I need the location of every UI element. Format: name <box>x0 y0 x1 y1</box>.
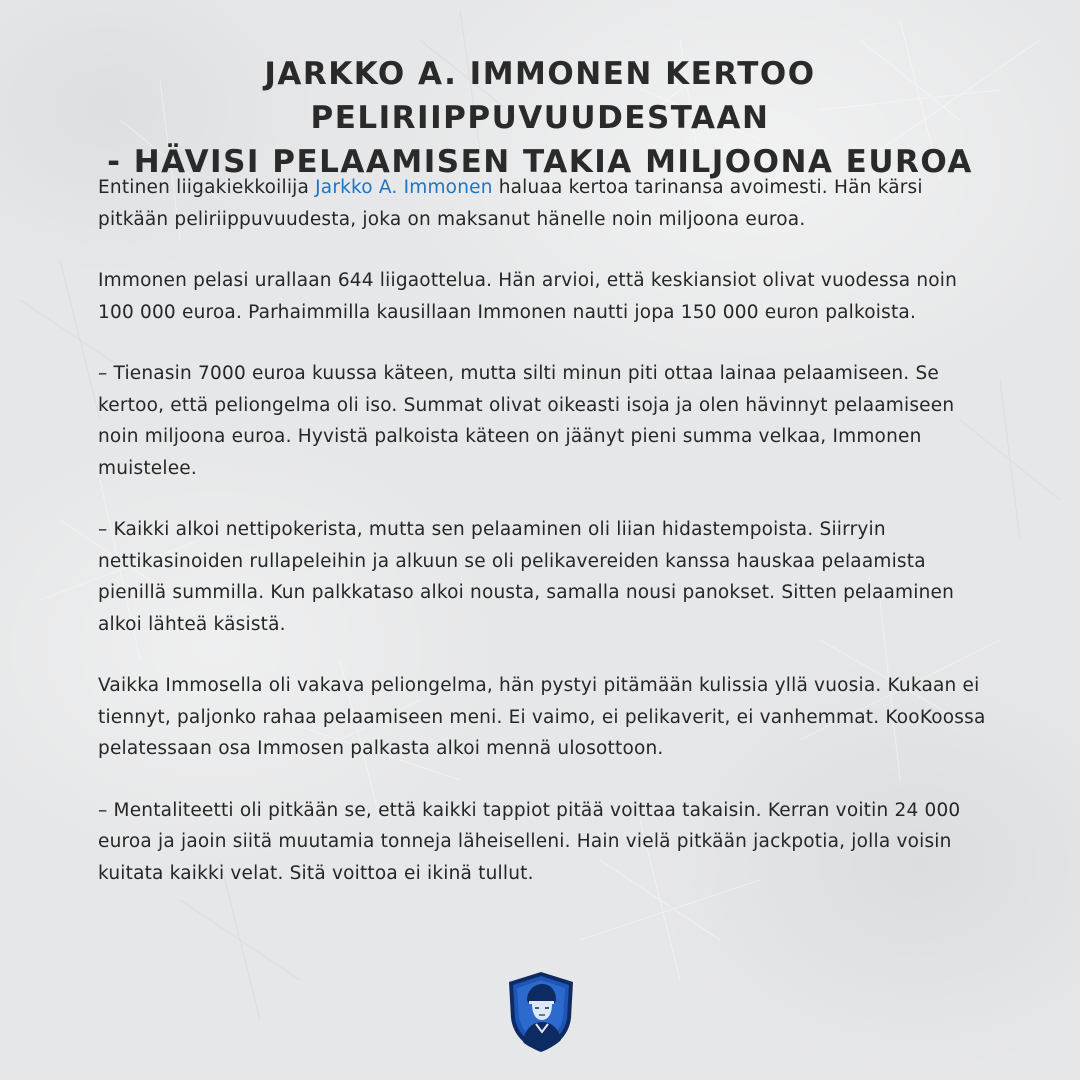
hockey-player-shield-icon <box>505 970 577 1054</box>
player-name-link[interactable]: Jarkko A. Immonen <box>315 177 493 198</box>
paragraph-quote-beginning: – Kaikki alkoi nettipokerista, mutta sen pelaaminen oli liian hidastempoista. Siirryin nettikasinoiden rullapeleihin ja alkuun se oli pelikavereiden kanssa hauskaa pelaamista pienillä summilla. Kun palkkataso alkoi nousta, samalla nousi panokset. Sitten pelaaminen alkoi lähteä käsistä. <box>98 519 955 635</box>
paragraph-career-earnings: Immonen pelasi urallaan 644 liigaottelua. Hän arvioi, että keskiansiot olivat vuodessa noin 100 000 euroa. Parhaimmilla kausillaan Immonen nautti jopa 150 000 euron palkoista. <box>98 270 958 323</box>
paragraph-quote-mentality: – Mentaliteetti oli pitkään se, että kaikki tappiot pitää voittaa takaisin. Kerran voitin 24 000 euroa ja jaoin siitä muutamia tonneja läheiselleni. Hain vielä pitkään jackpotia, jolla voisin kuitata kaikki velat. Sitä voittoa ei ikinä tullut. <box>98 799 961 884</box>
paragraph-quote-losses: – Tienasin 7000 euroa kuussa käteen, mutta silti minun piti ottaa lainaa pelaamiseen. Se kertoo, että peliongelma oli iso. Summat olivat oikeasti isoja ja olen hävinnyt pelaamiseen noin miljoona euroa. Hyvistä palkoista käteen on jäänyt pieni summa velkaa, Immonen muistelee. <box>98 363 955 479</box>
intro-text-before: Entinen liigakiekkoilija <box>98 177 316 198</box>
paragraph-hidden-problem: Vaikka Immosella oli vakava peliongelma, hän pystyi pitämään kulissia yllä vuosia. Kukaan ei tiennyt, paljonko rahaa pelaamiseen meni. Ei vaimo, ei pelikaverit, ei vanhemmat. KooKoossa pelatessaan osa Immosen palkasta alkoi mennä ulosottoon. <box>98 675 986 759</box>
paragraph-intro <box>98 172 998 235</box>
headline-line-2: - HÄVISI PELAAMISEN TAKIA MILJOONA EUROA <box>107 144 973 180</box>
intro-text-after: haluaa kertoa tarinansa avoimesti. Hän kärsi pitkään peliriippuvuudesta, joka on maksanut hänelle noin miljoona euroa. <box>98 177 923 230</box>
headline <box>40 52 1040 184</box>
article-body <box>98 172 998 919</box>
headline-line-1: JARKKO A. IMMONEN KERTOO PELIRIIPPUVUUDESTAAN <box>264 56 816 136</box>
